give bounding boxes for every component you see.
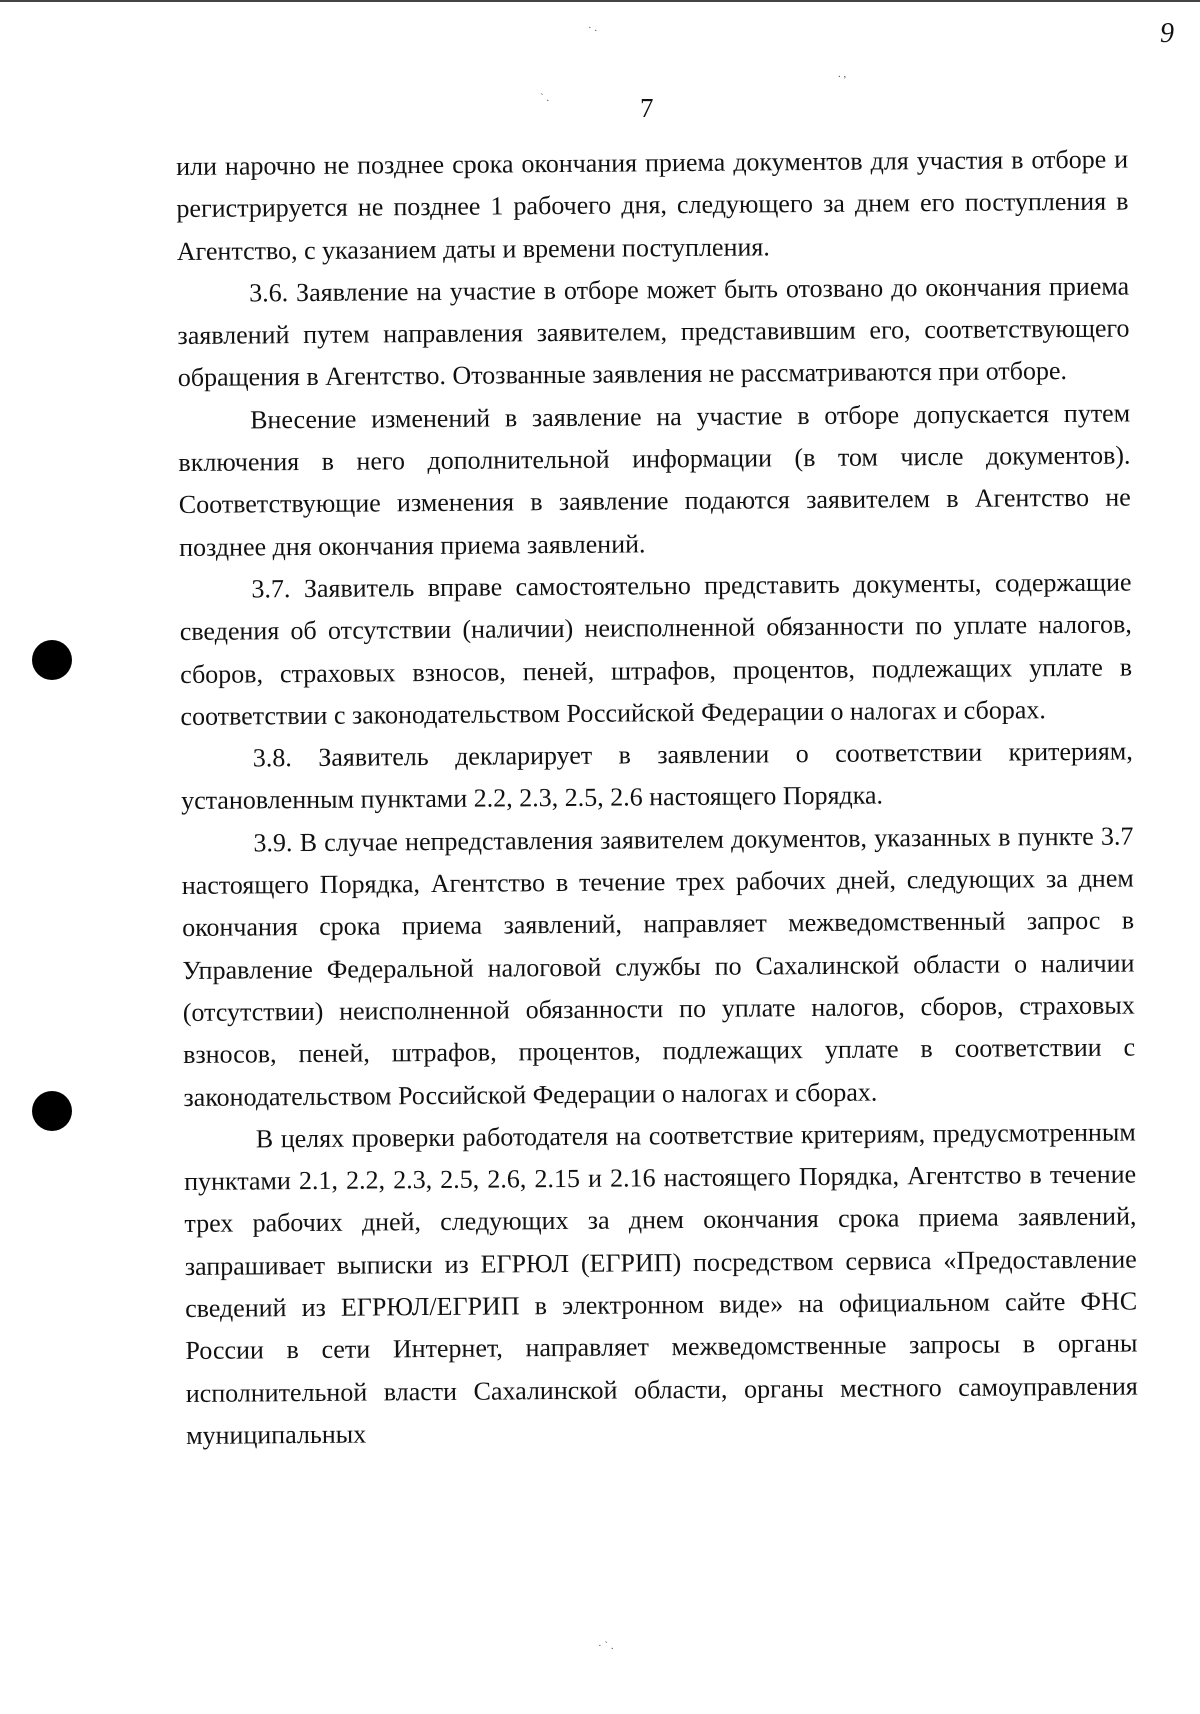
document-body [176, 139, 1138, 1458]
scan-speck: ` . [540, 92, 550, 104]
scan-edge-line [0, 0, 1200, 2]
paragraph-continuation: или нарочно не позднее срока окончания приема документов для участия в отборе и регистрируется не позднее 1 рабочего дня, следующего за днем его поступления в Агентство, с указанием даты и времени поступления. [176, 144, 1129, 266]
punch-hole-bottom [32, 1091, 72, 1131]
paragraph-3-8: 3.8. Заявитель декларирует в заявлении о соответствии критериям, установленным пунктами 2.2, 2.3, 2.5, 2.6 настоящего Порядка. [181, 736, 1133, 816]
paragraph-amendments: Внесение изменений в заявление на участие в отборе допускается путем включения в него дополнительной информации (в том числе документов). Соответствующие изменения в заявление подаются заявителем в Агентство не позднее дня окончания приема заявлений. [178, 398, 1131, 562]
paragraph-3-6: 3.6. Заявление на участие в отборе может быть отозвано до окончания приема заявлений путем направления заявителем, представившим его, соответствующего обращения в Агентство. Отозванные заявления не рассматриваются при отборе. [177, 271, 1130, 393]
scan-speck: · . [588, 22, 598, 34]
scan-speck: . , [838, 68, 847, 80]
punch-hole-top [32, 640, 72, 680]
paragraph-3-9: 3.9. В случае непредставления заявителем документов, указанных в пункте 3.7 настоящего Порядка, Агентство в течение трех рабочих дней, следующих за днем окончания срока приема заявлений, направляет межведомственный запрос в Управление Федеральной налоговой службы по Сахалинской области о наличии (отсутствии) неисполненной обязанности по уплате налогов, сборов, страховых взносов, пеней, штрафов, процентов, подлежащих уплате в соответствии с законодательством Российской Федерации о налогах и сборах. [181, 821, 1136, 1112]
paragraph-verification: В целях проверки работодателя на соответствие критериям, предусмотренным пунктами 2.1, 2.2, 2.3, 2.5, 2.6, 2.15 и 2.16 настоящего Порядка, Агентство в течение трех рабочих дней, следующих за днем окончания срока приема заявлений, запрашивает выписки из ЕГРЮЛ (ЕГРИП) посредством сервиса «Предоставление сведений из ЕГРЮЛ/ЕГРИП в электронном виде» на официальном сайте ФНС России в сети Интернет, направляет межведомственные запросы в органы исполнительной власти Сахалинской области, органы местного самоуправления муниципальных [184, 1117, 1138, 1450]
handwritten-page-mark: 9 [1160, 18, 1174, 49]
page-number: 7 [640, 93, 654, 123]
scan-speck: · ` . [598, 1640, 614, 1652]
paragraph-3-7: 3.7. Заявитель вправе самостоятельно представить документы, содержащие сведения об отсутствии (наличии) неисполненной обязанности по уплате налогов, сборов, страховых взносов, пеней, штрафов, процентов, подлежащих уплате в соответствии с законодательством Российской Федерации о налогах и сборах. [179, 567, 1133, 731]
